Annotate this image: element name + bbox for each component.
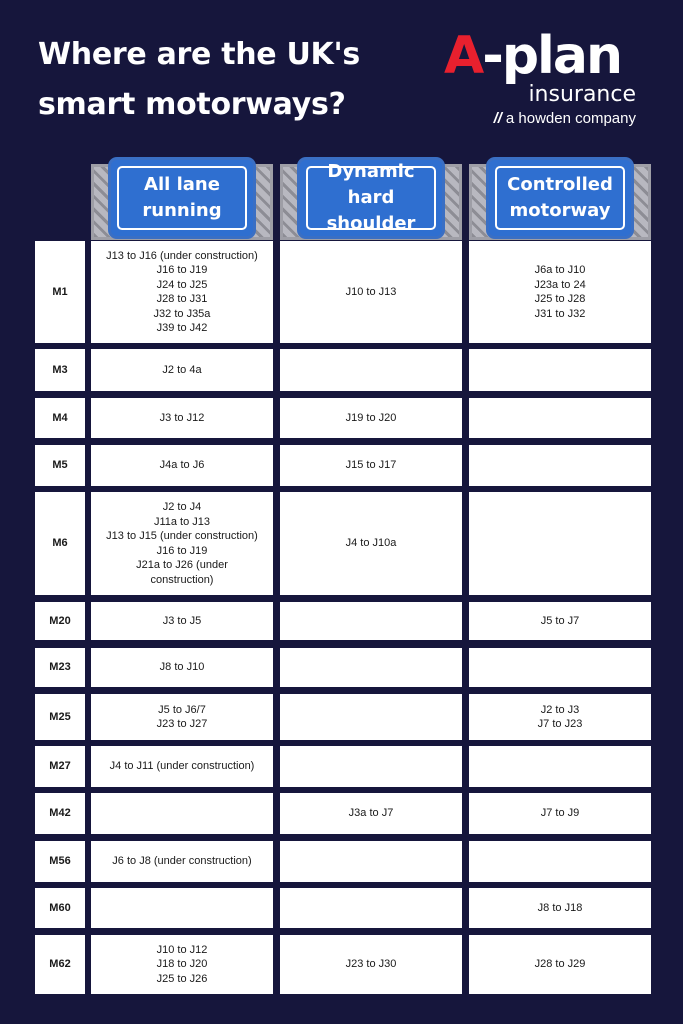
table-cell-all-lane: J4 to J11 (under construction) <box>91 746 273 787</box>
table-cell-all-lane: J3 to J12 <box>91 398 273 438</box>
table-cell-dynamic <box>280 694 462 740</box>
title-line-2: smart motorways? <box>38 87 346 122</box>
motorway-label: M20 <box>35 602 85 640</box>
logo-plan: -plan <box>482 26 621 86</box>
table-cell-dynamic <box>280 841 462 882</box>
column-header-gantry <box>469 160 651 240</box>
title-line-1: Where are the UK's <box>38 37 360 72</box>
table-cell-controlled: J7 to J9 <box>469 793 651 834</box>
table-cell-controlled: J8 to J18 <box>469 888 651 928</box>
logo-a: A <box>444 26 483 86</box>
motorway-label: M60 <box>35 888 85 928</box>
table-cell-dynamic: J3a to J7 <box>280 793 462 834</box>
table-cell-all-lane: J5 to J6/7 J23 to J27 <box>91 694 273 740</box>
motorway-label: M5 <box>35 445 85 486</box>
motorway-label: M3 <box>35 349 85 391</box>
table-cell-dynamic <box>280 746 462 787</box>
logo-wordmark <box>444 24 621 88</box>
table-cell-controlled: J6a to J10 J23a to 24 J25 to J28 J31 to J32 <box>469 241 651 343</box>
table-cell-dynamic: J19 to J20 <box>280 398 462 438</box>
gantry-sign <box>111 160 253 236</box>
table-cell-controlled <box>469 746 651 787</box>
aplan-logo <box>440 24 650 134</box>
motorway-label: M6 <box>35 492 85 595</box>
column-header-label: Dynamic hard shoulder <box>306 166 436 230</box>
gantry-sign <box>489 160 631 236</box>
table-cell-dynamic: J15 to J17 <box>280 445 462 486</box>
table-cell-all-lane: J10 to J12 J18 to J20 J25 to J26 <box>91 935 273 994</box>
table-cell-dynamic <box>280 602 462 640</box>
table-cell-all-lane: J13 to J16 (under construction) J16 to J19 J24 to J25 J28 to J31 J32 to J35a J39 to J42 <box>91 241 273 343</box>
table-cell-controlled <box>469 648 651 687</box>
motorway-label: M23 <box>35 648 85 687</box>
page-title <box>38 30 360 130</box>
table-cell-controlled <box>469 349 651 391</box>
table-cell-controlled: J2 to J3 J7 to J23 <box>469 694 651 740</box>
logo-slashes-icon: // <box>493 110 502 127</box>
table-cell-all-lane <box>91 888 273 928</box>
table-cell-controlled <box>469 445 651 486</box>
table-cell-all-lane: J8 to J10 <box>91 648 273 687</box>
table-cell-dynamic <box>280 648 462 687</box>
logo-tagline-text: a howden company <box>505 110 636 127</box>
table-cell-dynamic <box>280 888 462 928</box>
motorway-label: M56 <box>35 841 85 882</box>
column-header-gantry <box>91 160 273 240</box>
table-cell-all-lane: J2 to J4 J11a to J13 J13 to J15 (under construction) J16 to J19 J21a to J26 (under construction) <box>91 492 273 595</box>
table-cell-dynamic: J10 to J13 <box>280 241 462 343</box>
motorway-label: M1 <box>35 241 85 343</box>
motorway-label: M62 <box>35 935 85 994</box>
table-cell-controlled: J5 to J7 <box>469 602 651 640</box>
table-cell-all-lane: J4a to J6 <box>91 445 273 486</box>
motorway-label: M27 <box>35 746 85 787</box>
table-cell-dynamic: J23 to J30 <box>280 935 462 994</box>
table-cell-all-lane: J2 to 4a <box>91 349 273 391</box>
gantry-sign <box>300 160 442 236</box>
column-header-gantry <box>280 160 462 240</box>
column-header-label: Controlled motorway <box>495 166 625 230</box>
table-cell-dynamic <box>280 349 462 391</box>
table-cell-dynamic: J4 to J10a <box>280 492 462 595</box>
logo-tagline <box>494 110 636 128</box>
column-header-label: All lane running <box>117 166 247 230</box>
table-cell-all-lane <box>91 793 273 834</box>
logo-insurance: insurance <box>528 82 636 107</box>
motorway-label: M25 <box>35 694 85 740</box>
table-cell-all-lane: J6 to J8 (under construction) <box>91 841 273 882</box>
table-cell-controlled <box>469 841 651 882</box>
motorway-label: M4 <box>35 398 85 438</box>
motorway-label: M42 <box>35 793 85 834</box>
table-cell-controlled <box>469 492 651 595</box>
table-cell-controlled: J28 to J29 <box>469 935 651 994</box>
table-cell-controlled <box>469 398 651 438</box>
table-cell-all-lane: J3 to J5 <box>91 602 273 640</box>
